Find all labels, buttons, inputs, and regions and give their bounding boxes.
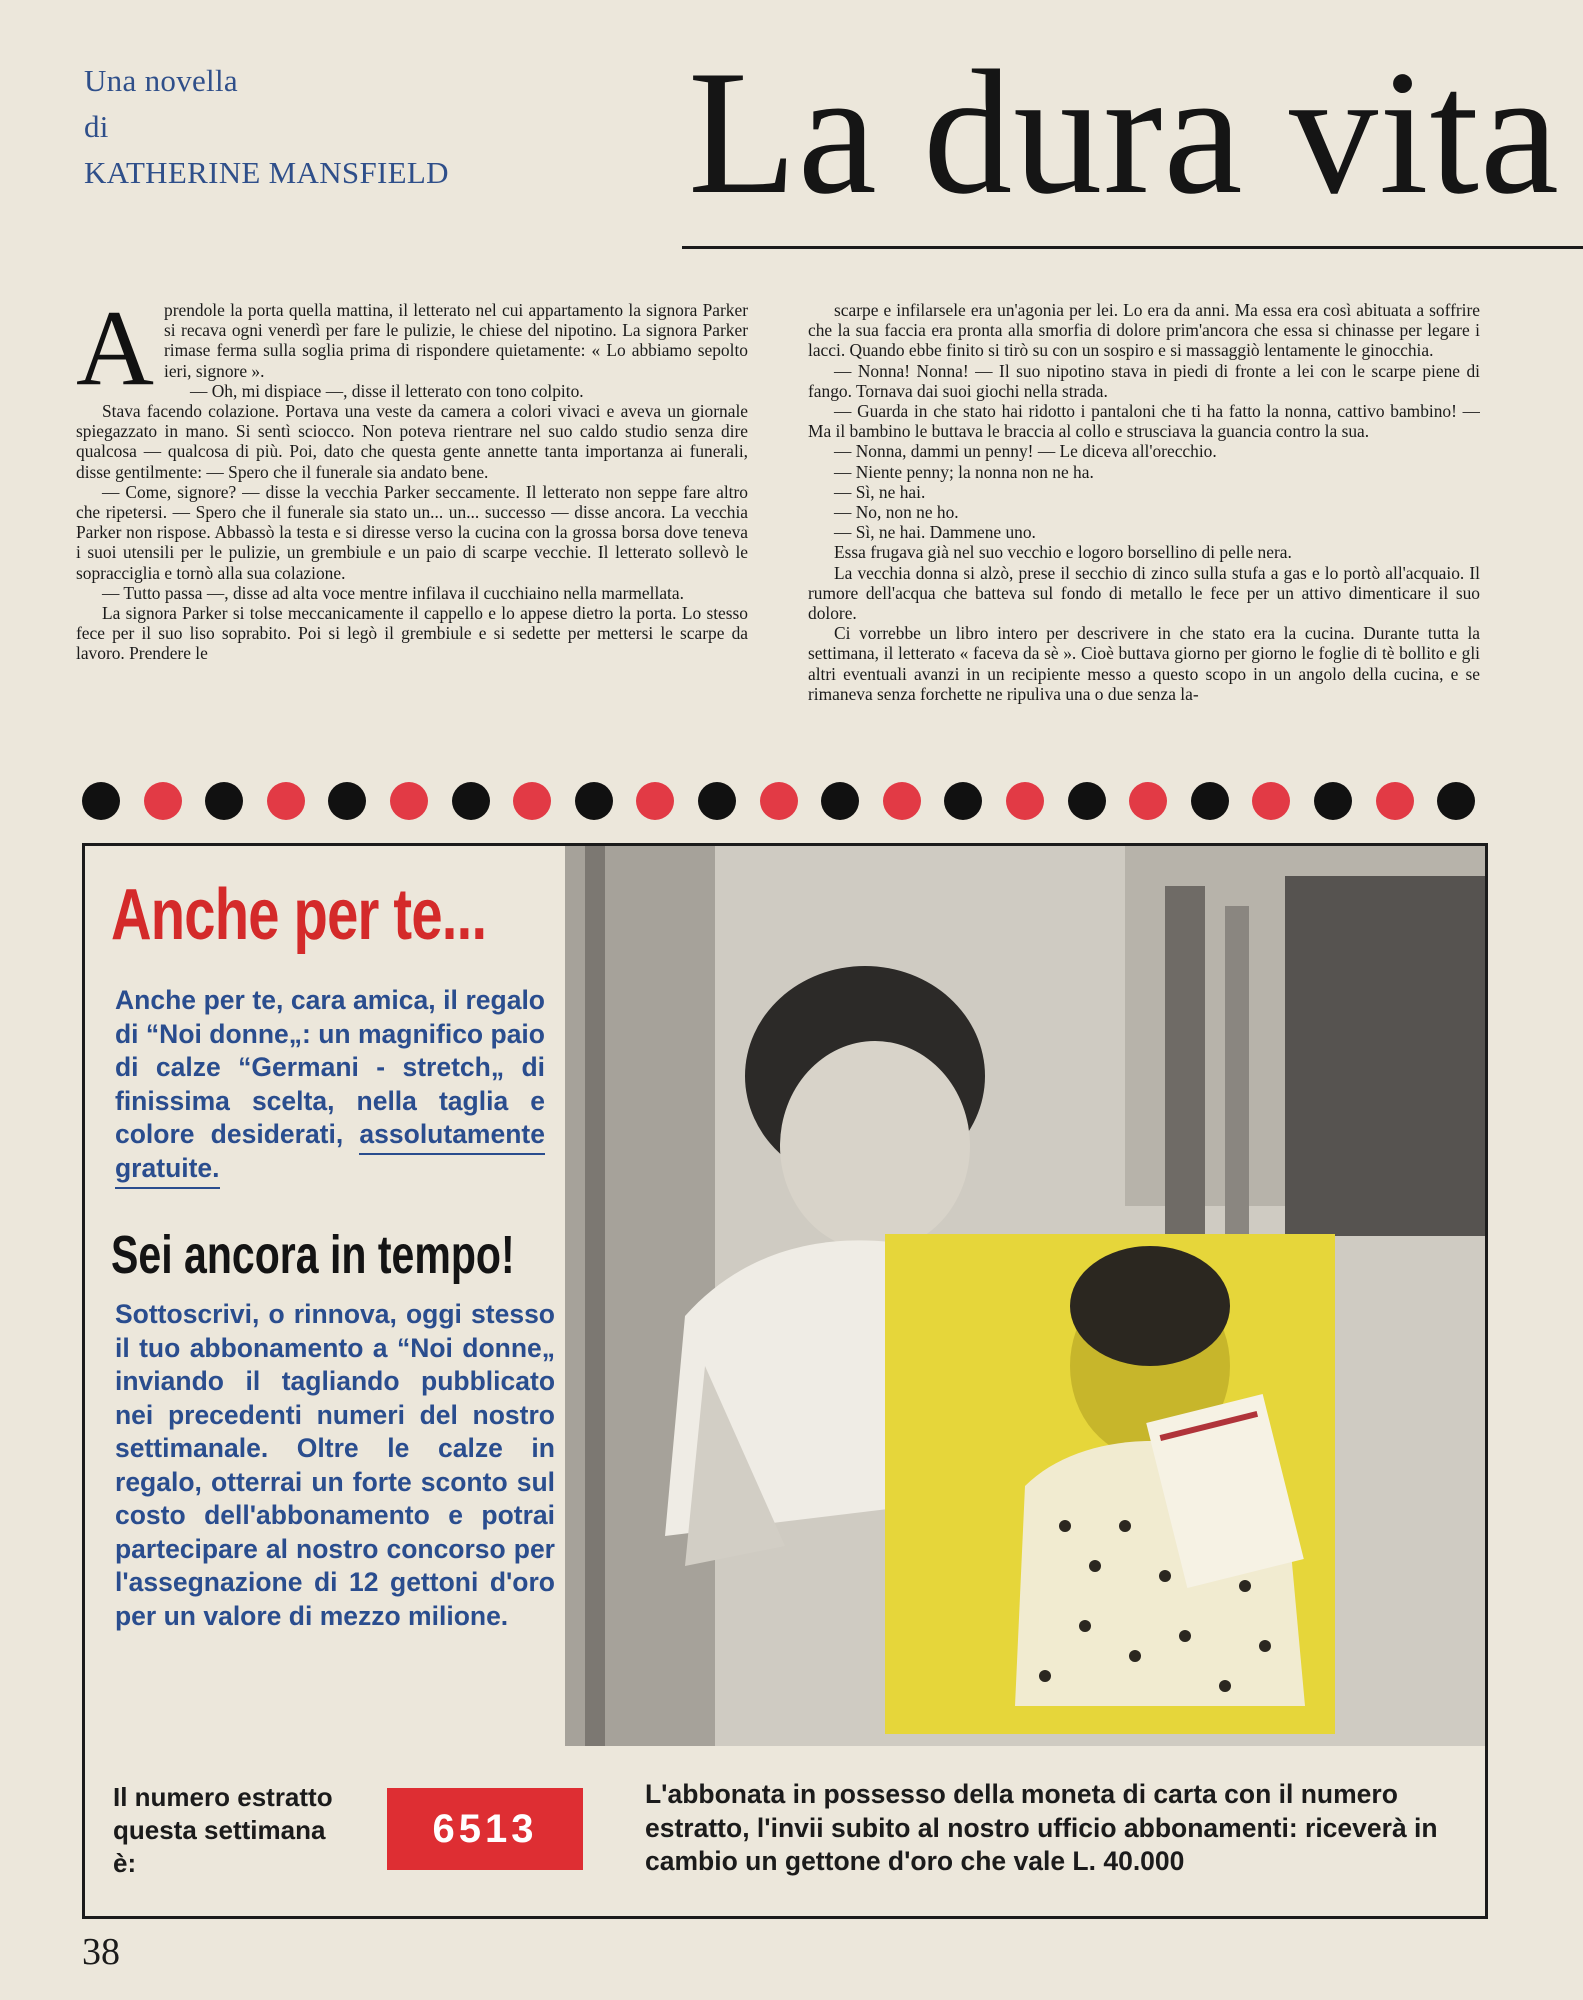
ad-offer-text [115, 984, 545, 1185]
story-paragraph: — Sì, ne hai. [834, 481, 926, 502]
red-dot [390, 782, 428, 820]
red-dot [1376, 782, 1414, 820]
byline-line1: Una novella [84, 63, 238, 98]
black-dot [1068, 782, 1106, 820]
byline-line2: di [84, 109, 109, 144]
dot-divider [0, 782, 1583, 826]
black-dot [944, 782, 982, 820]
ad-offer-underlined: assolutamente gratuite. [115, 1119, 545, 1189]
number-explanation: L'abbonata in possesso della moneta di carta con il numero estratto, l'invii subito al nostro ufficio abbonamenti: riceverà in cambio un gettone d'oro che vale L. 40.000 [645, 1779, 1438, 1876]
subscription-ad [82, 843, 1488, 1919]
black-dot [1437, 782, 1475, 820]
byline-author: KATHERINE MANSFIELD [84, 155, 449, 190]
red-dot [1129, 782, 1167, 820]
story-paragraph: prendole la porta quella mattina, il letterato nel cui appartamento la signora Parker si recava ogni venerdì per fare le pulizie, le chiese del nipotino. La signora Parker rimase ferma sulla soglia prima di rispondere quietamente: « Lo abbiamo sepolto ieri, signore ». [164, 300, 748, 381]
page-number: 38 [82, 1931, 120, 1973]
story-paragraph: — Nonna, dammi un penny! — Le diceva all'orecchio. [834, 441, 1217, 462]
black-dot [1314, 782, 1352, 820]
black-dot [575, 782, 613, 820]
ad-photo [565, 846, 1485, 1746]
drop-cap: A [76, 300, 154, 408]
red-dot [267, 782, 305, 820]
red-dot [144, 782, 182, 820]
story-paragraph: Stava facendo colazione. Portava una veste da camera a colori vivaci e aveva un giornale spiegazzato in mano. Si sentì sciocco. Non poteva rientrare nel suo caldo studio senza dire qualcosa — qualcosa di più. Poi, dato che questa gente annette tanta importanza ai funerali, disse gentilmente: — Spero che il funerale sia andato bene. [76, 401, 748, 482]
byline [84, 58, 604, 196]
story-paragraph: — Tutto passa —, disse ad alta voce mentre infilava il cucchiaino nella marmellata. [102, 582, 684, 603]
red-dot [1252, 782, 1290, 820]
red-dot [513, 782, 551, 820]
story-paragraph: — Guarda in che stato hai ridotto i pantaloni che ti ha fatto la nonna, cattivo bambino! — Ma il bambino le buttava le braccia al collo e strusciava la guancia contro la sua. [808, 401, 1480, 442]
red-dot [636, 782, 674, 820]
story-paragraph: Essa frugava già nel suo vecchio e logoro borsellino di pelle nera. [834, 542, 1292, 563]
number-badge: 6513 [387, 1788, 583, 1870]
story-paragraph: — No, non ne ho. [834, 502, 959, 523]
story-paragraph: scarpe e infilarsele era un'agonia per lei. Lo era da anni. Ma essa era così abituata a soffrire che la sua faccia era pronta alla smorfia di dolore prim'ancora che essa si chinasse per legare i lacci. Quando ebbe finito si tirò su con un sospiro e si massaggiò lentamente le ginocchia. [808, 300, 1480, 361]
black-dot [821, 782, 859, 820]
story-column-left [76, 300, 748, 766]
story-paragraph: — Oh, mi dispiace —, disse il letterato con tono colpito. [190, 380, 584, 401]
story-paragraph: — Sì, ne hai. Dammene uno. [834, 522, 1036, 543]
red-dot [760, 782, 798, 820]
number-label: Il numero estratto questa settimana è: [113, 1782, 333, 1878]
black-dot [205, 782, 243, 820]
headline-rule [682, 246, 1583, 249]
ad-offer-main: Anche per te, cara amica, il regalo di “Noi donne„: un magnifico paio di calze “Germani - stretch„ di finissima scelta, nella taglia e colore desiderati, [115, 985, 545, 1149]
story-headline: La dura vita [688, 33, 1560, 231]
ad-subtitle: Sei ancora in tempo! [111, 1225, 515, 1285]
black-dot [452, 782, 490, 820]
black-dot [698, 782, 736, 820]
story-column-right [808, 300, 1480, 766]
ad-title: Anche per te... [111, 875, 487, 955]
red-dot [883, 782, 921, 820]
story-paragraph: La signora Parker si tolse meccanicamente il cappello e lo appese dietro la porta. Lo stesso fece per il suo liso soprabito. Poi si legò il grembiule e si sedette per mettersi le scarpe da lavoro. Prendere le [76, 603, 748, 664]
story-paragraph: Ci vorrebbe un libro intero per descrivere in che stato era la cucina. Durante tutta la settimana, il letterato « faceva da sè ». Cioè buttava giorno per giorno le foglie di tè bollito e gli altri eventuali avanzi in un recipiente messo a questo scopo in un angolo della cucina, e se rimaneva senza forchette ne ripuliva una o due senza la- [808, 623, 1480, 704]
story-paragraph: — Come, signore? — disse la vecchia Parker seccamente. Il letterato non seppe fare altro che ripetersi. — Spero che il funerale sia stato un... un... successo — disse ancora. La vecchia Parker non rispose. Abbassò la testa e si diresse verso la cucina con la grossa borsa dove teneva i suoi utensili per le pulizie, un grembiule e un paio di scarpe vecchie. Il letterato sollevò le sopracciglia e tornò alla sua colazione. [76, 481, 748, 583]
story-paragraph: — Nonna! Nonna! — Il suo nipotino stava in piedi di fronte a lei con le scarpe piene di fango. Tornava dai suoi giochi nella strada. [808, 360, 1480, 401]
story-paragraph: La vecchia donna si alzò, prese il secchio di zinco sulla stufa a gas e lo portò all'acquaio. Il rumore dell'acqua che batteva sul fondo di metallo le fece per un attivo dimenticare il suo dolore. [808, 562, 1480, 624]
story-paragraph: — Niente penny; la nonna non ne ha. [834, 461, 1094, 482]
red-dot [1006, 782, 1044, 820]
black-dot [328, 782, 366, 820]
ad-subscribe-text: Sottoscrivi, o rinnova, oggi stesso il tuo abbonamento a “Noi donne„ inviando il tagliando pubblicato nei precedenti numeri del nostro settimanale. Oltre le calze in regalo, otterrai un forte sconto sul costo dell'abbonamento e potrai partecipare al nostro concorso per l'assegnazione di 12 gettoni d'oro per un valore di mezzo milione. [115, 1299, 555, 1631]
black-dot [82, 782, 120, 820]
black-dot [1191, 782, 1229, 820]
